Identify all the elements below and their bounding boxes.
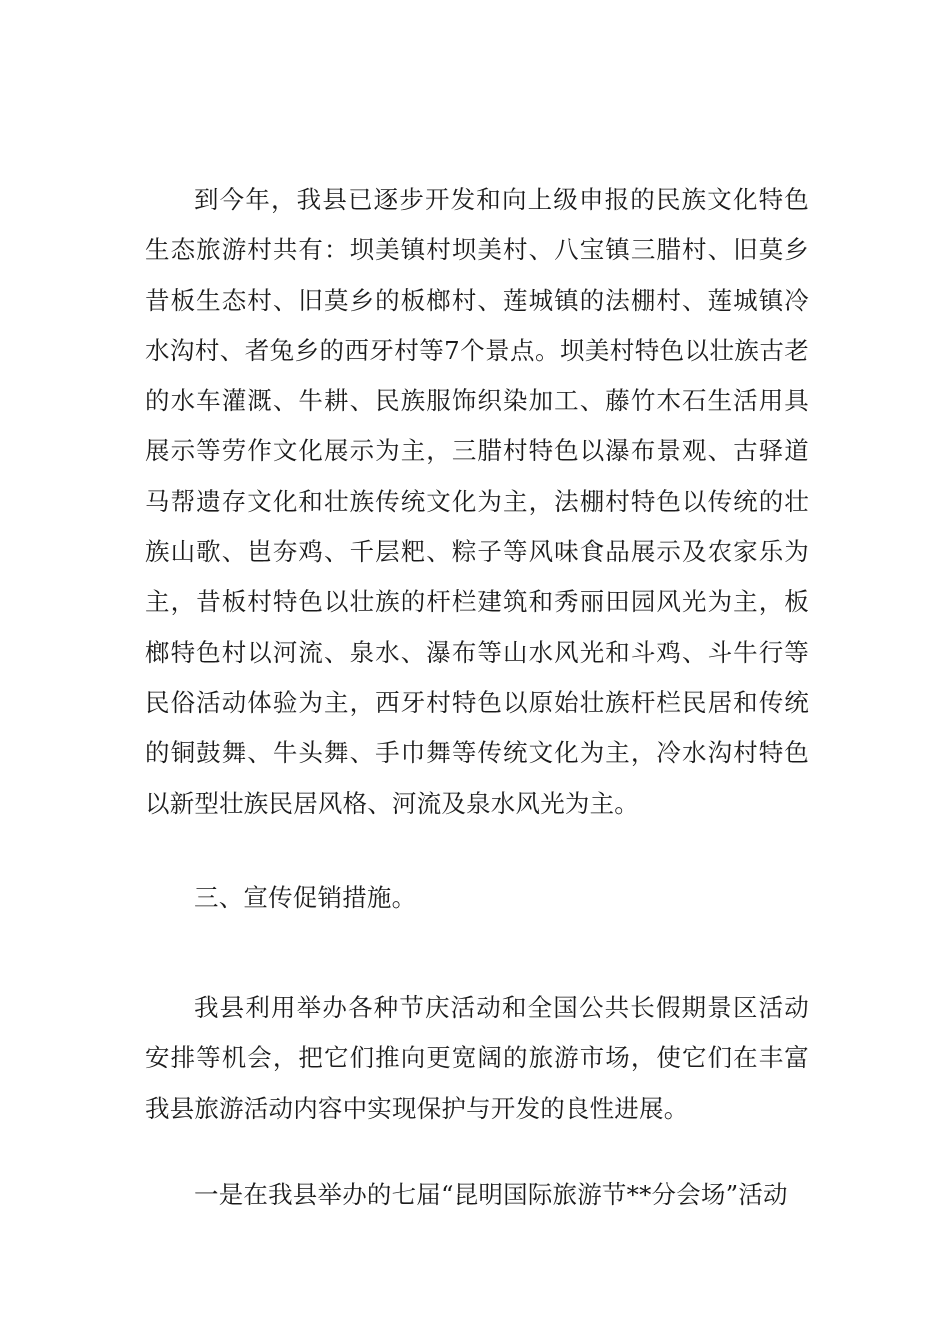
body-paragraph-villages: 到今年，我县已逐步开发和向上级申报的民族文化特色生态旅游村共有：坝美镇村坝美村、八宝镇三腊村、旧莫乡昔板生态村、旧莫乡的板榔村、莲城镇的法棚村、莲城镇冷水沟村、者兔乡的西牙村等7个景点。坝美村特色以壮族古老的水车灌溉、牛耕、民族服饰织染加工、藤竹木石生活用具展示等劳作文化展示为主，三腊村特色以瀑布景观、古驿道马帮遗存文化和壮族传统文化为主，法棚村特色以传统的壮族山歌、岜夯鸡、千层粑、粽子等风味食品展示及农家乐为主，昔板村特色以壮族的杆栏建筑和秀丽田园风光为主，板榔特色村以河流、泉水、瀑布等山水风光和斗鸡、斗牛行等民俗活动体验为主，西牙村特色以原始壮族杆栏民居和传统的铜鼓舞、牛头舞、手巾舞等传统文化为主，冷水沟村特色以新型壮族民居风格、河流及泉水风光为主。 [145,185,809,818]
body-paragraph-festival: 一是在我县举办的七届“昆明国际旅游节**分会场”活动 [194,1180,788,1209]
section-heading-promotion: 三、宣传促销措施。 [194,883,417,912]
body-paragraph-promotion: 我县利用举办各种节庆活动和全国公共长假期景区活动安排等机会，把它们推向更宽阔的旅游市场，使它们在丰富我县旅游活动内容中实现保护与开发的良性进展。 [145,993,809,1123]
